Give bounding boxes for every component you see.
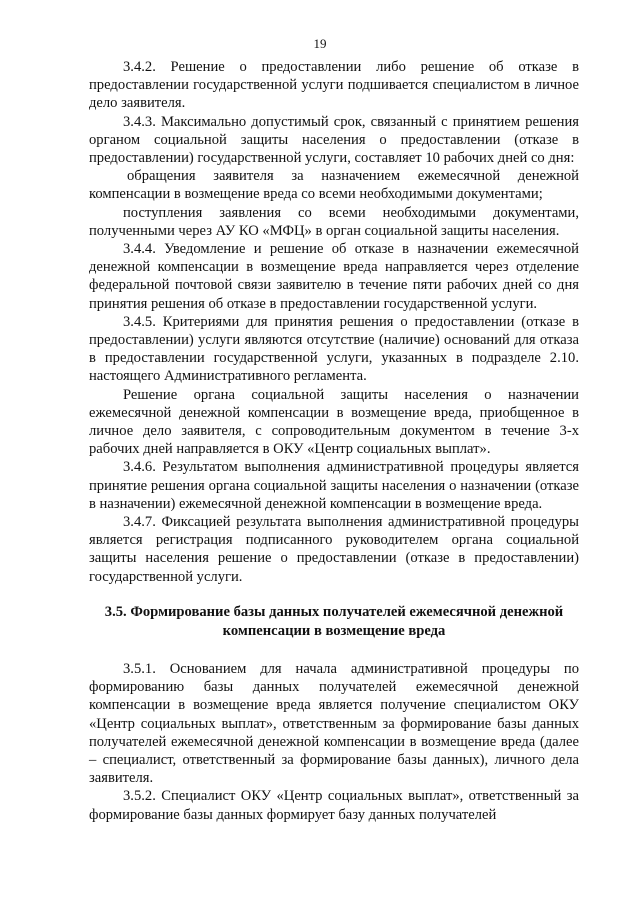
paragraph-3-5-2: 3.5.2. Специалист ОКУ «Центр социальных выплат», ответственный за формирование базы данных формирует базу данных получателей: [89, 788, 579, 823]
paragraph-3-4-5-decision: Решение органа социальной защиты населения о назначении ежемесячной денежной компенсации в возмещение вреда, приобщенное в личное дело заявителя, с сопроводительным документом в течение 3-х рабочих дней направляется в ОКУ «Центр социальных выплат».: [89, 386, 579, 458]
paragraph-3-4-7: 3.4.7. Фиксацией результата выполнения административной процедуры является регистрация подписанного руководителем органа социальной защиты населения решение о предоставлении (отказе в предоставлении) государственной услуги.: [89, 514, 579, 585]
section-heading-3-5: 3.5. Формирование базы данных получателей ежемесячной денежной компенсации в возмещение вреда: [104, 603, 564, 639]
paragraph-3-4-6: 3.4.6. Результатом выполнения административной процедуры является принятие решения органа социальной защиты населения о назначении (отказе в назначении) ежемесячной денежной компенсации в возмещение вреда.: [89, 459, 579, 512]
page-number: 19: [313, 36, 327, 51]
paragraph-3-4-3: 3.4.3. Максимально допустимый срок, связанный с принятием решения органом социальной защиты населения о предоставлении (отказе в предоставлении) государственной услуги, составляет 10 рабочих дней со дня:: [89, 113, 579, 167]
paragraph-3-4-2: 3.4.2. Решение о предоставлении либо решение об отказе в предоставлении государственной услуги подшивается специалистом в личное дело заявителя.: [89, 59, 579, 112]
paragraph-3-4-4: 3.4.4. Уведомление и решение об отказе в назначении ежемесячной денежной компенсации в возмещение вреда направляется через отделение федеральной почтовой связи заявителю в течение пяти рабочих дней со дня принятия решения об отказе в предоставлении государственной услуги.: [89, 241, 579, 312]
paragraph-3-4-3-item-b: поступления заявления со всеми необходимыми документами, полученными через АУ КО «МФЦ» в орган социальной защиты населения.: [89, 204, 579, 239]
paragraph-3-4-3-item-a: обращения заявителя за назначением ежемесячной денежной компенсации в возмещение вреда со всеми необходимыми документами;: [89, 168, 579, 203]
paragraph-3-4-5: 3.4.5. Критериями для принятия решения о предоставлении (отказе в предоставлении) услуги являются отсутствие (наличие) оснований для отказа в предоставлении государственной услуги, указанных в подразделе 2.10. настоящего Административного регламента.: [89, 313, 579, 385]
paragraph-3-5-1: 3.5.1. Основанием для начала административной процедуры по формированию базы данных получателей ежемесячной денежной компенсации в возмещение вреда является получение специалистом ОКУ «Центр социальных выплат», ответственным за формирование базы данных получателей ежемесячной денежной компенсации в возмещение вреда (далее – специалист, ответственный за формирование базы данных), личного дела заявителя.: [89, 660, 579, 787]
document-body: [89, 58, 579, 824]
